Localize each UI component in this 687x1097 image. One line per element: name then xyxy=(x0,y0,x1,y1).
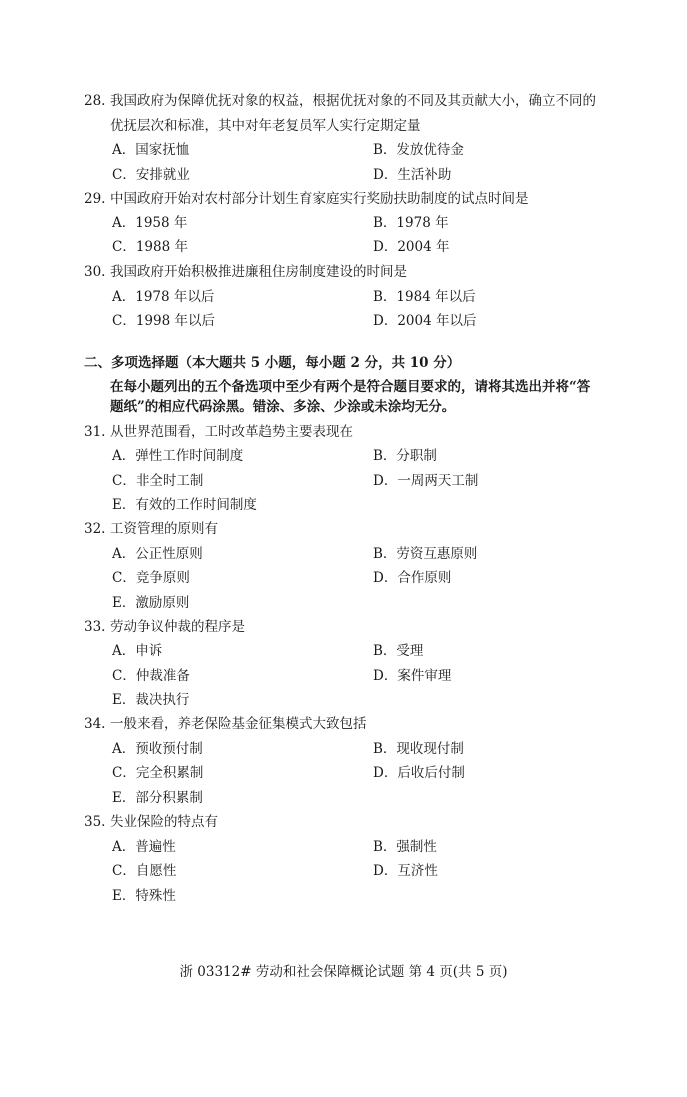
option-d: D．2004 年 xyxy=(373,239,450,255)
question-text: 从世界范围看，工时改革趋势主要表现在 xyxy=(110,424,353,440)
question-text: 我国政府开始积极推进廉租住房制度建设的时间是 xyxy=(110,264,407,280)
question-text: 工资管理的原则有 xyxy=(110,521,218,537)
question-text: 中国政府开始对农村部分计划生育家庭实行奖励扶助制度的试点时间是 xyxy=(110,191,529,207)
option-d: D．案件审理 xyxy=(373,668,452,684)
question-text: 我国政府为保障优抚对象的权益，根据优抚对象的不同及其贡献大小，确立不同的 xyxy=(110,93,596,109)
option-e: E．有效的工作时间制度 xyxy=(112,497,257,513)
option-d: D．2004 年以后 xyxy=(373,313,477,329)
question-number: 33. xyxy=(84,619,106,635)
option-d: D．合作原则 xyxy=(373,570,452,586)
question-number: 35. xyxy=(84,814,106,830)
option-d: D．一周两天工制 xyxy=(373,473,479,489)
question-text: 优抚层次和标准，其中对年老复员军人实行定期定量 xyxy=(110,118,421,134)
option-c: C．自愿性 xyxy=(112,863,177,879)
option-b: B．1984 年以后 xyxy=(373,289,476,305)
option-c: C．1988 年 xyxy=(112,239,188,255)
page-footer: 浙 03312# 劳动和社会保障概论试题 第 4 页(共 5 页) xyxy=(179,964,508,980)
option-a: A．国家抚恤 xyxy=(112,142,190,158)
question-text: 失业保险的特点有 xyxy=(110,814,218,830)
question-number: 32. xyxy=(84,521,106,537)
section-heading: 二、多项选择题（本大题共 5 小题，每小题 2 分，共 10 分） xyxy=(84,355,461,371)
option-b: B．受理 xyxy=(373,643,424,659)
option-b: B．1978 年 xyxy=(373,215,449,231)
option-b: B．劳资互惠原则 xyxy=(373,546,478,562)
section-instruction: 在每小题列出的五个备选项中至少有两个是符合题目要求的，请将其选出并将“答 xyxy=(110,379,591,395)
question-text: 劳动争议仲裁的程序是 xyxy=(110,619,245,635)
option-a: A．预收预付制 xyxy=(112,741,203,757)
question-number: 30. xyxy=(84,264,106,280)
option-d: D．互济性 xyxy=(373,863,438,879)
option-a: A．弹性工作时间制度 xyxy=(112,448,244,464)
option-a: A．公正性原则 xyxy=(112,546,203,562)
question-number: 34. xyxy=(84,716,106,732)
option-c: C．安排就业 xyxy=(112,167,190,183)
option-b: B．强制性 xyxy=(373,839,437,855)
option-b: B．现收现付制 xyxy=(373,741,464,757)
option-a: A．普遍性 xyxy=(112,839,176,855)
question-number: 31. xyxy=(84,424,106,440)
option-e: E．激励原则 xyxy=(112,595,190,611)
question-number: 28. xyxy=(84,93,106,109)
option-a: A．申诉 xyxy=(112,643,163,659)
option-b: B．分职制 xyxy=(373,448,437,464)
option-d: D．后收后付制 xyxy=(373,765,465,781)
option-a: A．1958 年 xyxy=(112,215,188,231)
option-c: C．1998 年以后 xyxy=(112,313,215,329)
option-e: E．特殊性 xyxy=(112,888,176,904)
option-e: E．部分积累制 xyxy=(112,790,203,806)
question-text: 一般来看，养老保险基金征集模式大致包括 xyxy=(110,716,367,732)
option-c: C．竞争原则 xyxy=(112,570,190,586)
option-c: C．仲裁准备 xyxy=(112,668,190,684)
option-b: B．发放优待金 xyxy=(373,142,464,158)
section-instruction: 题纸”的相应代码涂黑。错涂、多涂、少涂或未涂均无分。 xyxy=(110,399,456,415)
option-a: A．1978 年以后 xyxy=(112,289,215,305)
option-c: C．完全积累制 xyxy=(112,765,204,781)
question-number: 29. xyxy=(84,191,106,207)
option-e: E．裁决执行 xyxy=(112,692,190,708)
option-c: C．非全时工制 xyxy=(112,473,204,489)
option-d: D．生活补助 xyxy=(373,167,452,183)
